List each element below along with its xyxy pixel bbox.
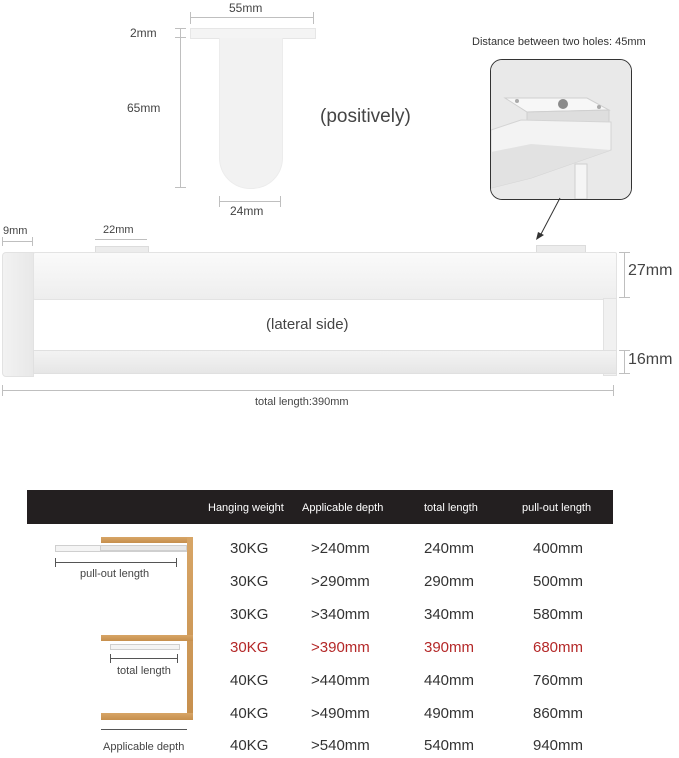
pullout-tick-left (55, 558, 56, 567)
thickness-dim-tick (175, 37, 186, 38)
width-dim-line (190, 17, 314, 18)
cell-depth: >340mm (311, 606, 370, 623)
cell-length: 240mm (424, 540, 475, 557)
applicable-depth-label: Applicable depth (103, 741, 185, 753)
cell-weight: 30KG (230, 639, 269, 656)
height-dim-tick-top (175, 28, 186, 29)
cabinet-back-panel (187, 537, 193, 720)
bottom-width-dim-line (219, 201, 281, 202)
hole-distance-caption: Distance between two holes: 45mm (472, 36, 646, 48)
pullout-tick-right (176, 558, 177, 567)
cell-depth: >390mm (311, 639, 370, 656)
cabinet-bottom-shelf (101, 713, 193, 720)
end-cap-left (2, 252, 34, 377)
bar-height-dim-line (624, 350, 625, 374)
tab-dim-label: 22mm (103, 224, 134, 236)
cell-depth: >490mm (311, 705, 370, 722)
total-length-diagram-label: total length (117, 665, 171, 677)
rail-height-dim-line (624, 252, 625, 298)
rail-height-dim-label: 27mm (628, 262, 673, 279)
cell-pullout: 400mm (533, 540, 584, 557)
cell-pullout: 500mm (533, 573, 584, 590)
cell-pullout: 580mm (533, 606, 584, 623)
bottom-width-tick-left (219, 196, 220, 207)
height-dim-line (180, 28, 181, 188)
bar-height-dim-label: 16mm (628, 351, 673, 368)
height-dim-tick-bottom (175, 187, 186, 188)
mounting-detail-illustration (491, 60, 631, 199)
rail-height-tick-bottom (619, 297, 630, 298)
header-applicable-depth: Applicable depth (302, 502, 384, 514)
width-dim-tick-left (190, 12, 191, 24)
cell-length: 440mm (424, 672, 475, 689)
bar-height-tick-bottom (619, 373, 630, 374)
cell-depth: >440mm (311, 672, 370, 689)
total-tick-left (110, 654, 111, 663)
retracted-rail-illustration (110, 644, 180, 650)
tab-dim-line (95, 239, 147, 240)
cell-weight: 40KG (230, 737, 269, 754)
header-hanging-weight: Hanging weight (208, 502, 284, 514)
header-pullout-length: pull-out length (522, 502, 592, 514)
end-cap-tick-right (32, 237, 33, 246)
total-dim-line (110, 658, 178, 659)
bracket-arm (219, 38, 283, 189)
cell-pullout: 860mm (533, 705, 584, 722)
end-cap-dim-line (2, 241, 33, 242)
cell-pullout: 760mm (533, 672, 584, 689)
callout-arrow (536, 196, 566, 242)
cell-length: 290mm (424, 573, 475, 590)
bottom-width-dim-label: 24mm (230, 204, 264, 218)
cell-pullout: 680mm (533, 639, 584, 656)
height-dim-label: 65mm (127, 101, 161, 115)
thickness-dim-label: 2mm (130, 26, 157, 40)
cell-depth: >240mm (311, 540, 370, 557)
cell-weight: 30KG (230, 573, 269, 590)
cell-weight: 40KG (230, 705, 269, 722)
rail-body (33, 252, 617, 300)
total-tick-right (177, 654, 178, 663)
total-length-tick-left (2, 385, 3, 396)
orientation-label-top: (positively) (320, 106, 411, 127)
total-length-dim-line (2, 390, 614, 391)
rail-height-tick-top (619, 252, 630, 253)
pullout-length-label: pull-out length (80, 568, 150, 580)
cell-length: 490mm (424, 705, 475, 722)
width-dim-label: 55mm (229, 1, 263, 15)
cell-length: 340mm (424, 606, 475, 623)
cell-length: 540mm (424, 737, 475, 754)
header-total-length: total length (424, 502, 478, 514)
cell-weight: 30KG (230, 540, 269, 557)
fixed-rail-illustration (100, 545, 187, 551)
mounting-detail-photo (490, 59, 632, 200)
pullout-dim-line (55, 562, 177, 563)
total-length-tick-right (613, 385, 614, 396)
cell-depth: >290mm (311, 573, 370, 590)
cell-weight: 30KG (230, 606, 269, 623)
cell-length: 390mm (424, 639, 475, 656)
cabinet-top-shelf (101, 537, 193, 543)
end-cap-tick-left (2, 237, 3, 246)
bottom-width-tick-right (280, 196, 281, 207)
cabinet-middle-shelf (101, 635, 193, 641)
cell-pullout: 940mm (533, 737, 584, 754)
total-length-dim-label: total length:390mm (255, 396, 349, 408)
cell-depth: >540mm (311, 737, 370, 754)
end-cap-dim-label: 9mm (3, 225, 28, 237)
cell-weight: 40KG (230, 672, 269, 689)
depth-dim-line (101, 729, 187, 730)
orientation-label-side: (lateral side) (266, 316, 349, 333)
width-dim-tick-right (313, 12, 314, 24)
hanging-bar (33, 350, 617, 374)
